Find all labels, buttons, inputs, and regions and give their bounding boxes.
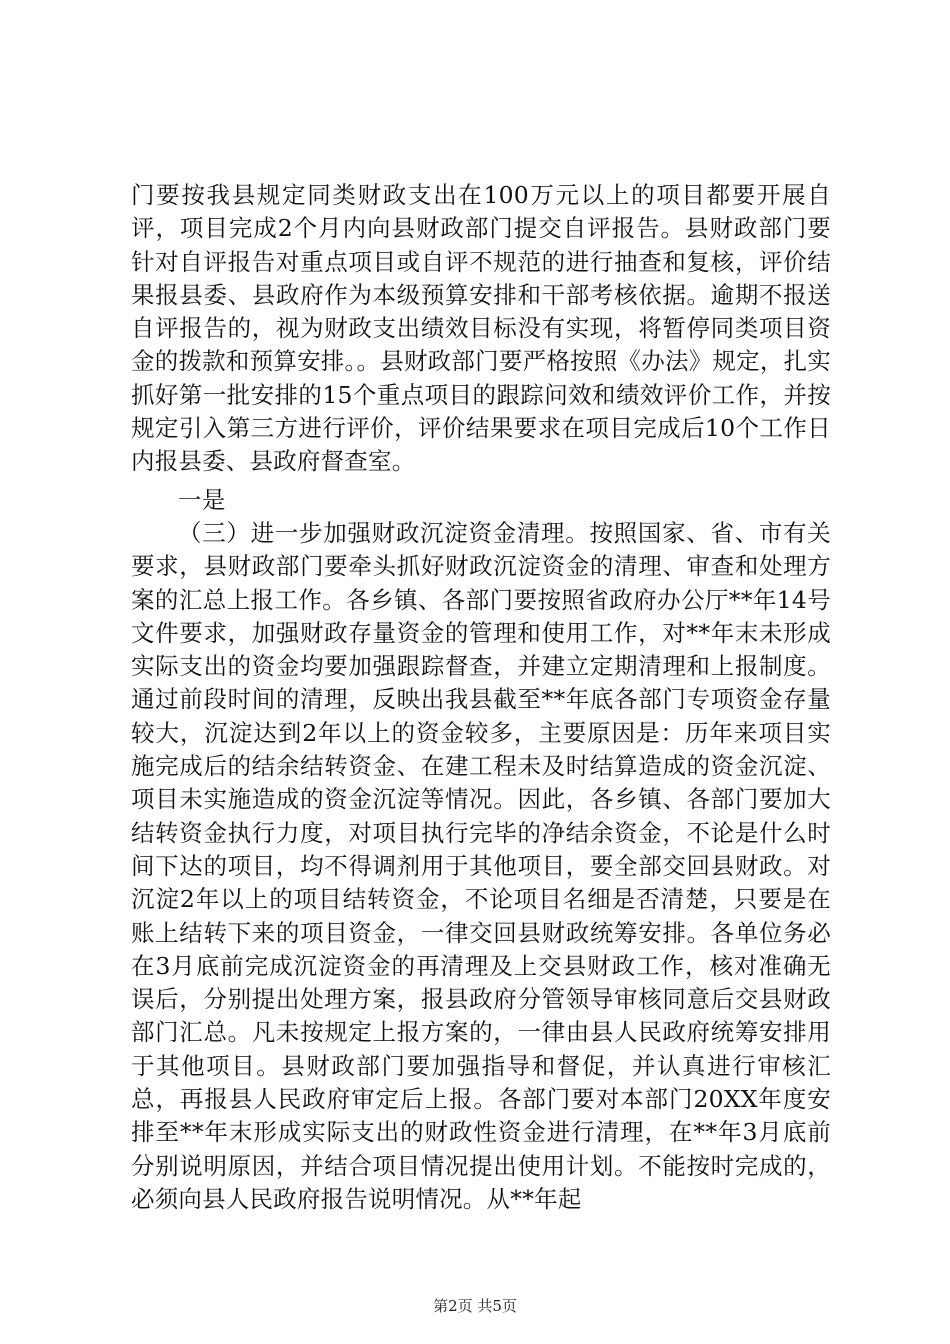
section-marker: 一是	[178, 486, 226, 514]
body-paragraph-1: 门要按我县规定同类财政支出在100万元以上的项目都要开展自评，项目完成2个月内向县财政部门提交自评报告。县财政部门要针对自评报告对重点项目或自评不规范的进行抽查和复核，评价结果报县委、县政府作为本级预算安排和干部考核依据。逾期不报送自评报告的，视为财政支出绩效目标没有实现，将暂停同类项目资金的拨款和预算安排。。县财政部门要严格按照《办法》规定，扎实抓好第一批安排的15个重点项目的跟踪问效和绩效评价工作，并按规定引入第三方进行评价，评价结果要求在项目完成后10个工作日内报县委、县政府督查室。	[131, 181, 831, 476]
page-number-footer: 第2页 共5页	[433, 1297, 517, 1315]
body-paragraph-2: （三）进一步加强财政沉淀资金清理。按照国家、省、市有关要求，县财政部门要牵头抓好财政沉淀资金的清理、审查和处理方案的汇总上报工作。各乡镇、各部门要按照省政府办公厅**年14号文件要求，加强财政存量资金的管理和使用工作，对**年末未形成实际支出的资金均要加强跟踪督查，并建立定期清理和上报制度。通过前段时间的清理，反映出我县截至**年底各部门专项资金存量较大，沉淀达到2年以上的资金较多，主要原因是：历年来项目实施完成后的结余结转资金、在建工程未及时结算造成的资金沉淀、项目未实施造成的资金沉淀等情况。因此，各乡镇、各部门要加大结转资金执行力度，对项目执行完毕的净结余资金，不论是什么时间下达的项目，均不得调剂用于其他项目，要全部交回县财政。对沉淀2年以上的项目结转资金，不论项目名细是否清楚，只要是在账上结转下来的项目资金，一律交回县财政统筹安排。各单位务必在3月底前完成沉淀资金的再清理及上交县财政工作，核对准确无误后，分别提出处理方案，报县政府分管领导审核同意后交县财政部门汇总。凡未按规定上报方案的，一律由县人民政府统筹安排用于其他项目。县财政部门要加强指导和督促，并认真进行审核汇总，再报县人民政府审定后上报。各部门要对本部门20XX年度安排至**年末形成实际支出的财政性资金进行清理，在**年3月底前分别说明原因，并结合项目情况提出使用计划。不能按时完成的，必须向县人民政府报告说明情况。从**年起	[131, 519, 831, 1213]
